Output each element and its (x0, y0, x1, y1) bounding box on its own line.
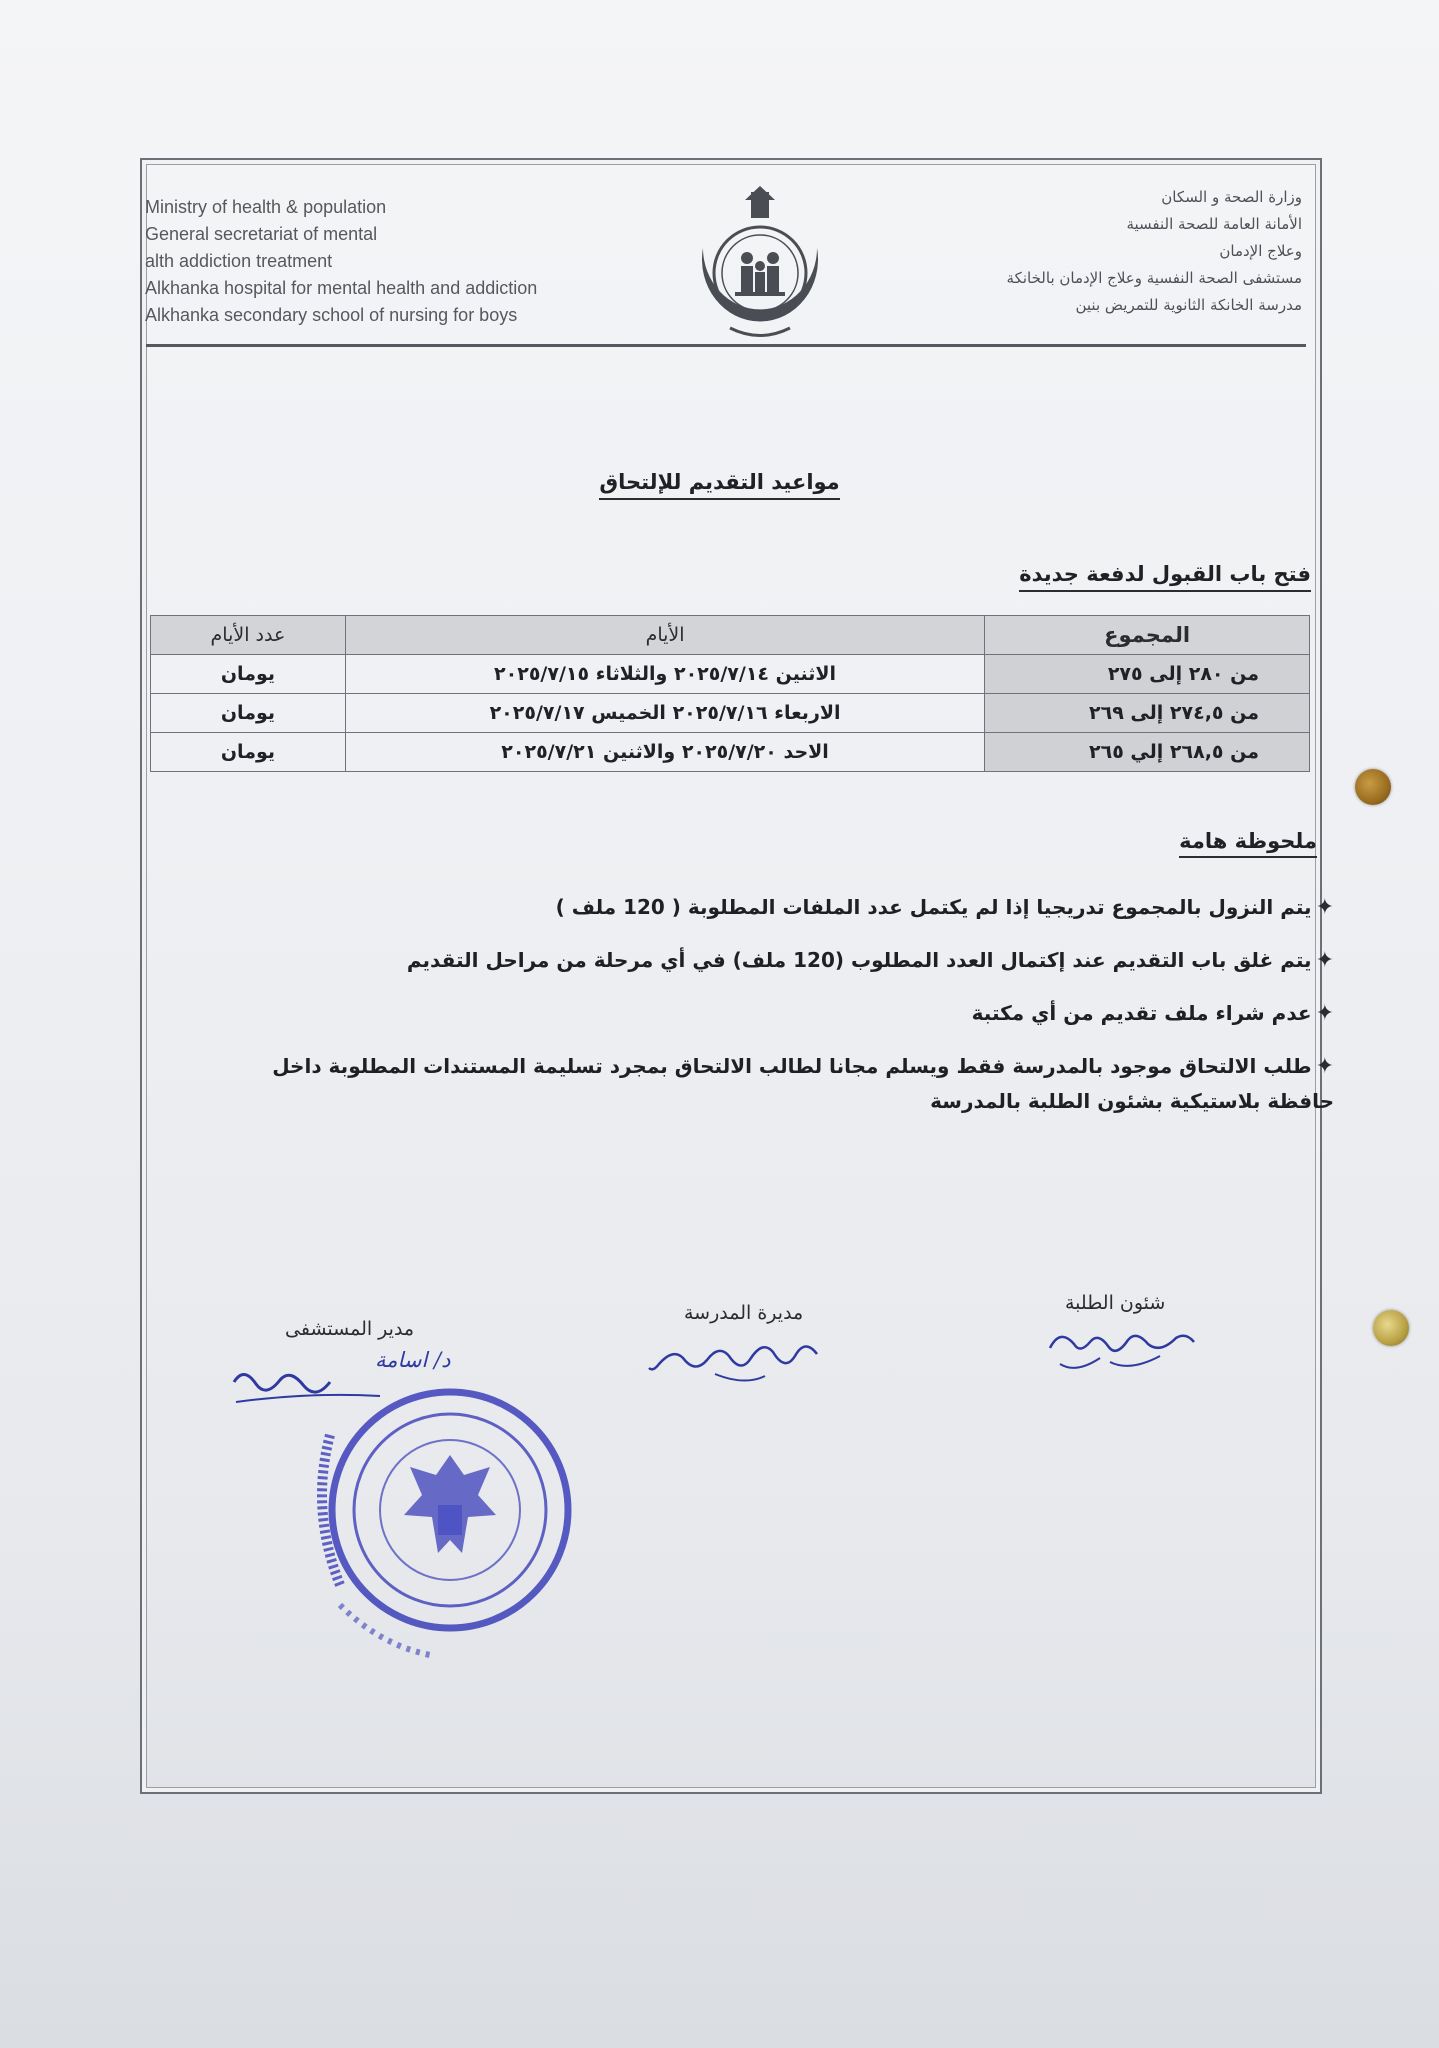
hospital-director-handwriting: د/ اسامة (375, 1348, 451, 1372)
row-count: يومان (151, 694, 346, 733)
school-director-label: مديرة المدرسة (684, 1302, 804, 1324)
binder-hole-bottom-icon (1373, 1310, 1409, 1346)
table-row (151, 733, 1310, 772)
schedule-table (150, 615, 1310, 772)
bullet-star-icon: ✦ (1315, 895, 1334, 920)
header-english (145, 194, 685, 329)
row-total: من ٢٦٨,٥ إلي ٢٦٥ (985, 733, 1310, 772)
header-ar-line-2: الأمانة العامة للصحة النفسية (1126, 215, 1302, 233)
header-days: الأيام (345, 616, 984, 655)
list-item: ✦طلب الالتحاق موجود بالمدرسة فقط ويسلم مجانا لطالب الالتحاق بمجرد تسليمة المستندات المطلوبة داخل حافظة بلاستيكية بشئون الطلبة بالمدرسة (272, 1054, 1334, 1113)
bullet-star-icon: ✦ (1315, 948, 1334, 973)
table-row (151, 655, 1310, 694)
notes-heading: ملحوظة هامة (1179, 829, 1317, 853)
list-item: ✦عدم شراء ملف تقديم من أي مكتبة (971, 1001, 1334, 1026)
table-row (151, 694, 1310, 733)
bullet-star-icon: ✦ (1315, 1054, 1334, 1079)
notes-list (214, 890, 1334, 1136)
student-affairs-signature-icon (1040, 1318, 1200, 1380)
table-header-row (151, 616, 1310, 655)
row-days: الاربعاء ٢٠٢٥/٧/١٦ الخميس ٢٠٢٥/٧/١٧ (345, 694, 984, 733)
header-total: المجموع (985, 616, 1310, 655)
student-affairs-label: شئون الطلبة (1065, 1292, 1166, 1314)
section-subtitle: فتح باب القبول لدفعة جديدة (1019, 562, 1311, 586)
row-count: يومان (151, 733, 346, 772)
header-en-line-5: Alkhanka secondary school of nursing for boys (145, 305, 518, 325)
list-item: ✦يتم غلق باب التقديم عند إكتمال العدد المطلوب (120 ملف) في أي مرحلة من مراحل التقديم (406, 948, 1334, 973)
hospital-director-label: مدير المستشفى (285, 1318, 415, 1340)
list-item: ✦يتم النزول بالمجموع تدريجيا إذا لم يكتمل عدد الملفات المطلوبة ( 120 ملف ) (555, 895, 1334, 920)
header-en-line-3: alth addiction treatment (145, 251, 333, 271)
header-divider (146, 344, 1306, 347)
header-en-line-1: Ministry of health & population (145, 197, 387, 217)
row-total: من ٢٨٠ إلى ٢٧٥ (985, 655, 1310, 694)
official-stamp-icon (300, 1375, 630, 1685)
row-days: الاثنين ٢٠٢٥/٧/١٤ والثلاثاء ٢٠٢٥/٧/١٥ (345, 655, 984, 694)
header-ar-line-3: وعلاج الإدمان (1219, 242, 1302, 260)
header-en-line-4: Alkhanka hospital for mental health and addiction (145, 278, 538, 298)
row-total: من ٢٧٤,٥ إلى ٢٦٩ (985, 694, 1310, 733)
binder-hole-top-icon (1355, 769, 1391, 805)
header-ar-line-4: مستشفى الصحة النفسية وعلاج الإدمان بالخانكة (1006, 269, 1302, 287)
header-ar-line-5: مدرسة الخانكة الثانوية للتمريض بنين (1075, 296, 1302, 314)
header-en-line-2: General secretariat of mental (145, 224, 378, 244)
bullet-star-icon: ✦ (1315, 1001, 1334, 1026)
row-days: الاحد ٢٠٢٥/٧/٢٠ والاثنين ٢٠٢٥/٧/٢١ (345, 733, 984, 772)
header-count: عدد الأيام (151, 616, 346, 655)
header-arabic (902, 184, 1302, 319)
row-count: يومان (151, 655, 346, 694)
school-director-signature-icon (645, 1330, 825, 1390)
header-ar-line-1: وزارة الصحة و السكان (1161, 188, 1302, 206)
ministry-logo-icon (685, 178, 835, 346)
document-title: مواعيد التقديم للإلتحاق (0, 470, 1439, 494)
